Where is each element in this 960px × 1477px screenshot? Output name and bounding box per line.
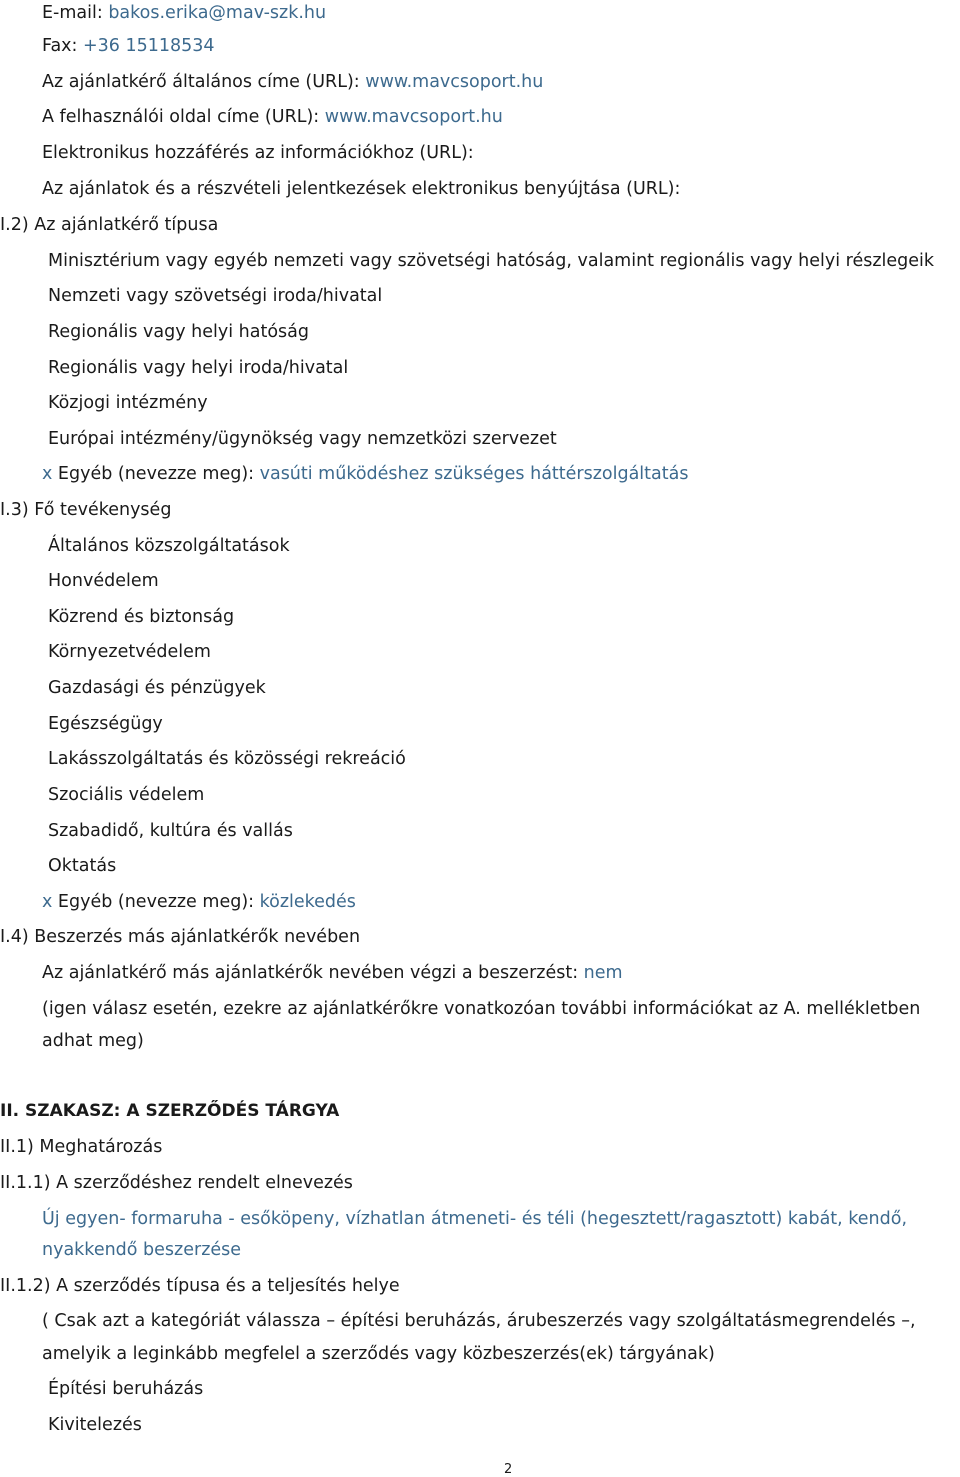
contract-type-instruction-cont: amelyik a leginkább megfelel a szerződés vagy közbeszerzés(ek) tárgyának) (42, 1344, 715, 1364)
section-2-heading: II. SZAKASZ: A SZERZŐDÉS TÁRGYA (0, 1101, 340, 1121)
fax-value: +36 15118534 (83, 36, 215, 56)
buyer-type-option: Regionális vagy helyi iroda/hivatal (48, 358, 349, 378)
contract-type-instruction: ( Csak azt a kategóriát válassza – építési beruházás, árubeszerzés vagy szolgáltatásmegrendelés –, (42, 1311, 916, 1331)
section-2-1-heading: II.1) Meghatározás (0, 1137, 163, 1157)
contract-title: Új egyen- formaruha - esőköpeny, vízhatlan átmeneti- és téli (hegesztett/ragasztott) kabát, kendő, (42, 1209, 908, 1229)
buyer-type-option: Minisztérium vagy egyéb nemzeti vagy szövetségi hatóság, valamint regionális vagy helyi részlegeik (48, 251, 935, 271)
other-label: Egyéb (nevezze meg): (52, 464, 260, 484)
buyer-url-link[interactable]: www.mavcsoport.hu (324, 107, 503, 127)
activity-option: Általános közszolgáltatások (48, 536, 290, 556)
fax-row (42, 34, 215, 58)
general-url-label: Az ajánlatkérő általános címe (URL): (42, 72, 366, 92)
activity-option: Szabadidő, kultúra és vallás (48, 821, 293, 841)
contract-title-cont: nyakkendő beszerzése (42, 1240, 242, 1260)
email-link[interactable]: bakos.erika@mav-szk.hu (108, 3, 327, 23)
buyer-type-option: Európai intézmény/ügynökség vagy nemzetközi szervezet (48, 429, 557, 449)
activity-option: Gazdasági és pénzügyek (48, 678, 266, 698)
joint-procurement-note-cont: adhat meg) (42, 1031, 144, 1051)
activity-other-row (42, 890, 356, 914)
buyer-url-label: A felhasználói oldal címe (URL): (42, 107, 325, 127)
general-url-row (42, 70, 543, 94)
buyer-type-option: Közjogi intézmény (48, 393, 208, 413)
buyer-url-row (42, 105, 503, 129)
buyer-type-option: Regionális vagy helyi hatóság (48, 322, 309, 342)
activity-option: Oktatás (48, 856, 117, 876)
general-url-link[interactable]: www.mavcsoport.hu (365, 72, 544, 92)
email-label: E-mail: (42, 3, 109, 23)
electronic-submission-label: Az ajánlatok és a részvételi jelentkezések elektronikus benyújtása (URL): (42, 179, 681, 199)
section-1-3-heading: I.3) Fő tevékenység (0, 500, 172, 520)
fax-label: Fax: (42, 36, 83, 56)
section-2-1-2-heading: II.1.2) A szerződés típusa és a teljesítés helye (0, 1276, 400, 1296)
electronic-access-label: Elektronikus hozzáférés az információkhoz (URL): (42, 143, 474, 163)
activity-option: Környezetvédelem (48, 642, 211, 662)
activity-option: Szociális védelem (48, 785, 205, 805)
checked-mark: x (42, 464, 53, 484)
contract-type-option: Építési beruházás (48, 1379, 204, 1399)
other-value: közlekedés (259, 892, 356, 912)
activity-option: Egészségügy (48, 714, 163, 734)
activity-option: Honvédelem (48, 571, 159, 591)
buyer-type-other-row (42, 462, 688, 486)
other-label: Egyéb (nevezze meg): (52, 892, 260, 912)
email-row (42, 1, 326, 25)
section-1-2-heading: I.2) Az ajánlatkérő típusa (0, 215, 219, 235)
activity-option: Közrend és biztonság (48, 607, 235, 627)
joint-procurement-answer: nem (583, 963, 623, 983)
buyer-type-option: Nemzeti vagy szövetségi iroda/hivatal (48, 286, 383, 306)
checked-mark: x (42, 892, 53, 912)
other-value: vasúti működéshez szükséges háttérszolgáltatás (259, 464, 689, 484)
activity-option: Lakásszolgáltatás és közösségi rekreáció (48, 749, 406, 769)
contract-type-option: Kivitelezés (48, 1415, 142, 1435)
joint-procurement-row (42, 961, 623, 985)
page-number: 2 (504, 1462, 513, 1477)
joint-procurement-question: Az ajánlatkérő más ajánlatkérők nevében végzi a beszerzést: (42, 963, 584, 983)
section-2-1-1-heading: II.1.1) A szerződéshez rendelt elnevezés (0, 1173, 353, 1193)
section-1-4-heading: I.4) Beszerzés más ajánlatkérők nevében (0, 927, 361, 947)
joint-procurement-note: (igen válasz esetén, ezekre az ajánlatkérőkre vonatkozóan további információkat az A. mellékletben (42, 999, 921, 1019)
